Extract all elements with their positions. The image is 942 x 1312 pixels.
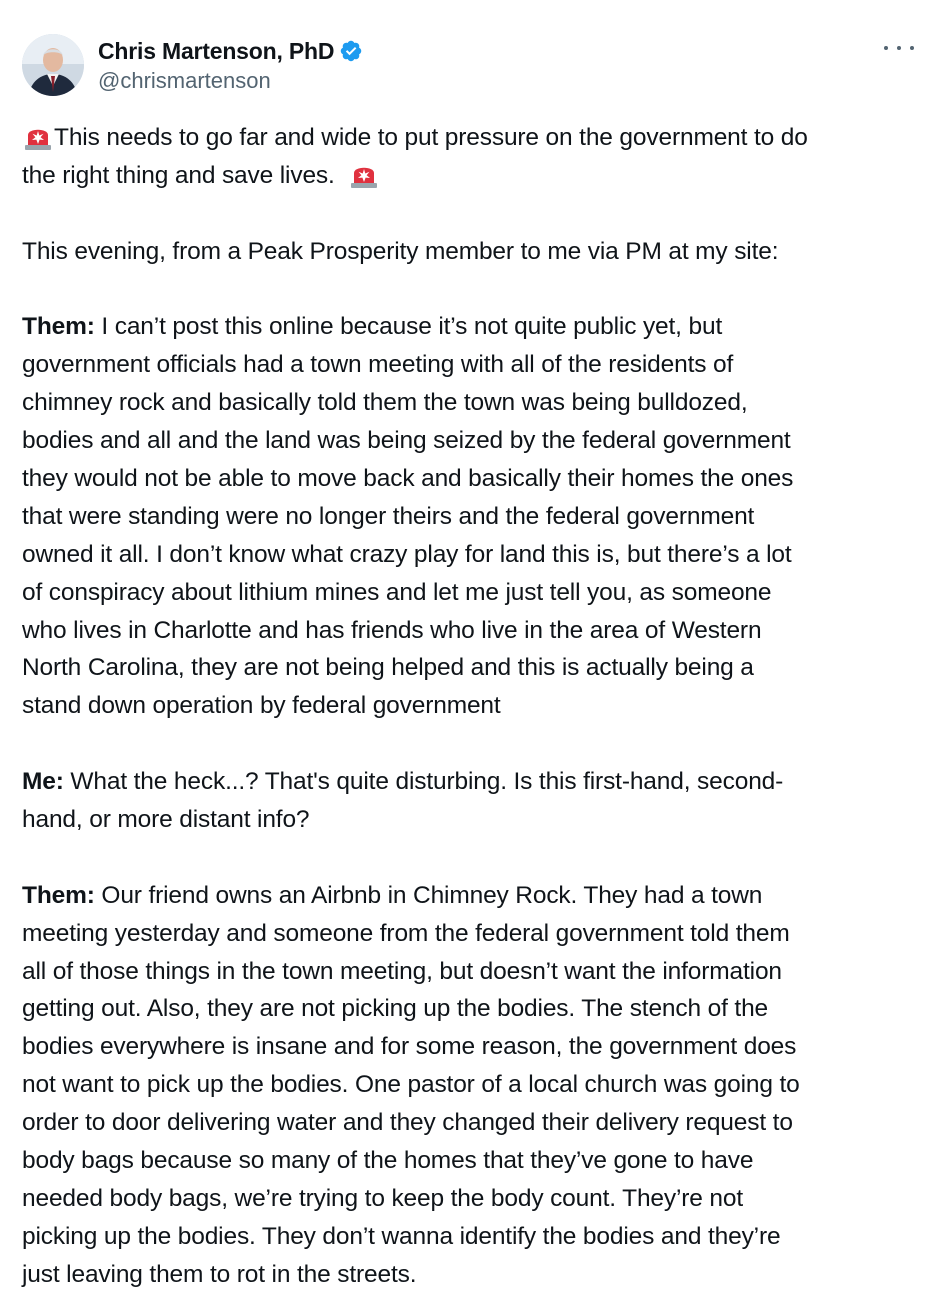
text-line: body bags because so many of the homes that they’ve gone to have bbox=[22, 1147, 754, 1175]
handle[interactable]: @chrismartenson bbox=[98, 68, 271, 93]
text-segment: This needs to go far and wide to put pressure on the government to do bbox=[54, 124, 808, 151]
display-name-row bbox=[98, 36, 363, 66]
police-car-light-icon bbox=[348, 157, 380, 189]
text-line: hand, or more distant info? bbox=[22, 806, 310, 834]
text-line: owned it all. I don’t know what crazy play for land this is, but there’s a lot bbox=[22, 540, 792, 568]
tweet-header bbox=[22, 34, 922, 100]
text-line: of conspiracy about lithium mines and let me just tell you, as someone bbox=[22, 578, 772, 606]
more-dot bbox=[897, 46, 901, 50]
text-line: that were standing were no longer theirs and the federal government bbox=[22, 502, 755, 530]
text-line: who lives in Charlotte and has friends who live in the area of Western bbox=[22, 616, 762, 644]
text-line: order to door delivering water and they changed their delivery request to bbox=[22, 1109, 793, 1137]
avatar[interactable] bbox=[22, 34, 84, 96]
text-segment: Our friend owns an Airbnb in Chimney Rock. They had a town bbox=[94, 881, 763, 909]
speaker-label: Them: bbox=[22, 313, 95, 341]
text-line: just leaving them to rot in the streets. bbox=[22, 1260, 417, 1288]
text-line bbox=[22, 119, 922, 157]
text-line: bodies and all and the land was being seized by the federal government bbox=[22, 427, 791, 455]
blank-line bbox=[22, 195, 922, 233]
more-dot bbox=[910, 46, 914, 50]
verified-badge-icon[interactable] bbox=[339, 39, 363, 63]
text-line: bodies everywhere is insane and for some reason, the government does bbox=[22, 1033, 797, 1061]
text-line: needed body bags, we’re trying to keep the body count. They’re not bbox=[22, 1184, 744, 1212]
display-name[interactable]: Chris Martenson, PhD bbox=[98, 37, 335, 64]
tweet-text bbox=[22, 119, 922, 1294]
text-segment: I can’t post this online because it’s not quite public yet, but bbox=[94, 313, 723, 341]
blank-line bbox=[22, 725, 922, 763]
text-line: chimney rock and basically told them the town was being bulldozed, bbox=[22, 389, 748, 417]
police-car-light-icon bbox=[22, 119, 54, 151]
text-line: meeting yesterday and someone from the federal government told them bbox=[22, 919, 790, 947]
text-line: This evening, from a Peak Prosperity member to me via PM at my site: bbox=[22, 237, 779, 265]
text-line: not want to pick up the bodies. One pastor of a local church was going to bbox=[22, 1071, 800, 1099]
blank-line bbox=[22, 839, 922, 877]
blank-line bbox=[22, 271, 922, 309]
text-line bbox=[22, 763, 922, 801]
text-line: all of those things in the town meeting, but doesn’t want the information bbox=[22, 957, 782, 985]
text-line bbox=[22, 157, 922, 195]
text-line bbox=[22, 308, 922, 346]
more-dot bbox=[884, 46, 888, 50]
text-segment: What the heck...? That's quite disturbing. Is this first-hand, second- bbox=[63, 768, 784, 796]
speaker-label: Me: bbox=[22, 768, 64, 796]
text-line: stand down operation by federal government bbox=[22, 692, 501, 720]
text-line: getting out. Also, they are not picking up the bodies. The stench of the bbox=[22, 995, 769, 1023]
text-line bbox=[22, 877, 922, 915]
text-segment: the right thing and save lives. bbox=[22, 161, 335, 189]
speaker-label: Them: bbox=[22, 881, 95, 909]
author-names bbox=[98, 36, 363, 94]
text-line: picking up the bodies. They don’t wanna identify the bodies and they’re bbox=[22, 1222, 781, 1250]
text-line: North Carolina, they are not being helped and this is actually being a bbox=[22, 654, 754, 682]
text-line: they would not be able to move back and basically their homes the ones bbox=[22, 465, 794, 493]
text-line: government officials had a town meeting with all of the residents of bbox=[22, 351, 734, 379]
more-horizontal-icon[interactable] bbox=[884, 38, 914, 58]
